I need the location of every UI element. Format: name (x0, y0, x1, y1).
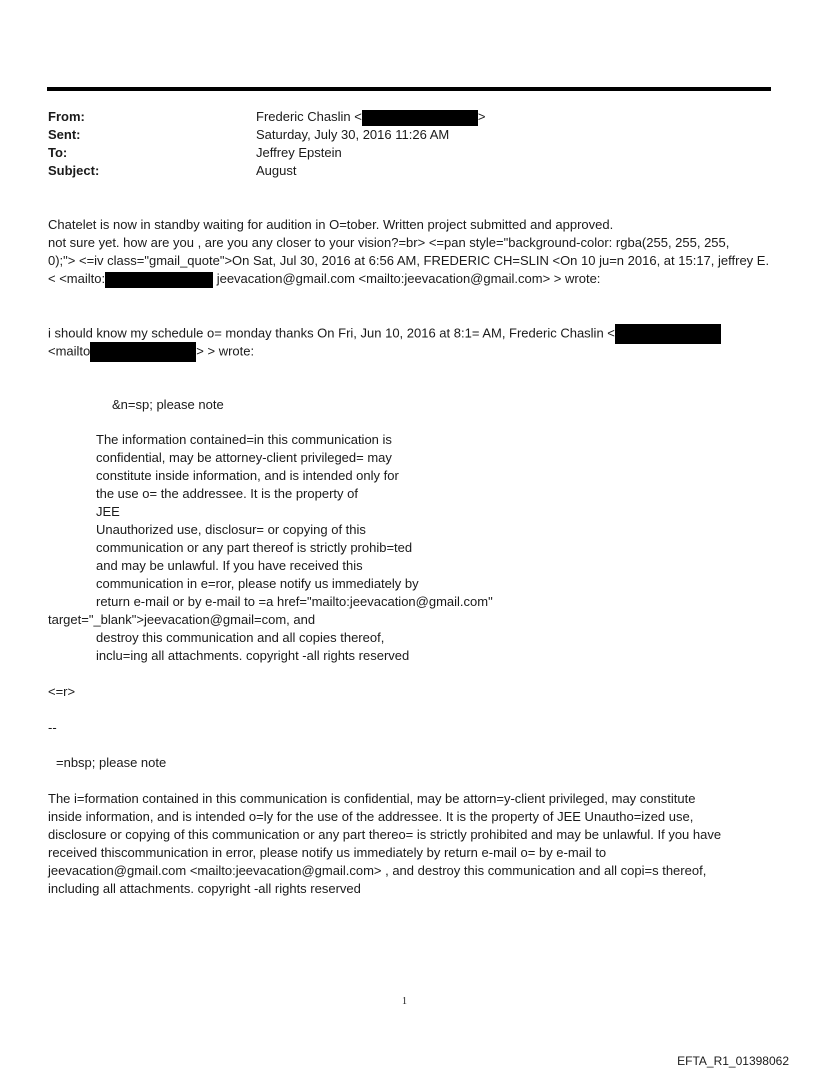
please-note-1: &n=sp; please note (112, 397, 224, 412)
from-value (256, 108, 485, 126)
quote-line-11: target="_blank">jeevacation@gmail=com, and (48, 612, 316, 627)
wrote-text: > > wrote: (196, 343, 255, 359)
sent-value: Saturday, July 30, 2016 11:26 AM (256, 127, 450, 142)
please-note-2: =nbsp; please note (56, 755, 167, 770)
from-end: > (477, 109, 486, 124)
quote-line-13: inclu=ing all attachments. copyright -all rights reserved (96, 648, 410, 663)
quote-line-1: The information contained=in this communication is (96, 432, 392, 447)
disclaimer-line-6: including all attachments. copyright -all rights reserved (48, 881, 361, 896)
redaction-box (362, 110, 478, 126)
page-number: 1 (402, 996, 407, 1007)
quote-line-6: Unauthorized use, disclosur= or copying of this (96, 522, 366, 537)
body-line-6 (48, 342, 254, 362)
mailto-suffix: jeevacation@gmail.com <mailto:jeevacation@gmail.com> > wrote: (213, 271, 601, 286)
body-line-2: not sure yet. how are you , are you any closer to your vision?=br> <=pan style="background-color: rgba(255, 255, 255, (48, 235, 730, 250)
quote-line-8: and may be unlawful. If you have received this (96, 558, 363, 573)
redaction-box (105, 272, 213, 288)
body-line-1: Chatelet is now in standby waiting for audition in O=tober. Written project submitted and approved. (48, 217, 614, 232)
subject-value: August (256, 163, 297, 178)
from-label: From: (48, 109, 85, 124)
quote-line-4: the use o= the addressee. It is the property of (96, 486, 358, 501)
quote-line-5: JEE (96, 504, 120, 519)
signature-dash: -- (48, 720, 57, 735)
disclaimer-line-5: jeevacation@gmail.com <mailto:jeevacation@gmail.com> , and destroy this communication and all copi=s thereof, (48, 863, 707, 878)
from-name: Frederic Chaslin < (256, 109, 362, 124)
disclaimer-line-1: The i=formation contained in this communication is confidential, may be attorn=y-client privileged, may constitute (48, 791, 696, 806)
disclaimer-line-3: disclosure or copying of this communication or any part thereo= is strictly prohibited and may be unlawful. If you have (48, 827, 722, 842)
to-value: Jeffrey Epstein (256, 145, 342, 160)
disclaimer-line-2: inside information, and is intended o=ly for the use of the addressee. It is the property of JEE Unautho=ized use, (48, 809, 694, 824)
quote-line-10: return e-mail or by e-mail to =a href="mailto:jeevacation@gmail.com" (96, 594, 493, 609)
quote-line-9: communication in e=ror, please notify us immediately by (96, 576, 419, 591)
redaction-box (90, 342, 196, 362)
to-label: To: (48, 145, 68, 160)
document-id: EFTA_R1_01398062 (677, 1054, 789, 1068)
header-rule (47, 87, 771, 91)
mailto-prefix: < <mailto: (48, 271, 106, 286)
subject-label: Subject: (48, 163, 100, 178)
body-line-4 (48, 270, 600, 288)
quote-line-2: confidential, may be attorney-client privileged= may (96, 450, 392, 465)
br-tag: <=r> (48, 684, 76, 699)
disclaimer-line-4: received thiscommunication in error, please notify us immediately by return e-mail o= by e-mail to (48, 845, 607, 860)
mailto-prefix-2: <mailto (48, 343, 91, 359)
body-line-5 (48, 324, 721, 344)
redaction-box (615, 324, 721, 344)
sent-label: Sent: (48, 127, 81, 142)
body-line-3: 0);"> <=iv class="gmail_quote">On Sat, Jul 30, 2016 at 6:56 AM, FREDERIC CH=SLIN <On 10 ju=n 2016, at 15:17, jeffrey E. (48, 253, 770, 268)
quote-line-7: communication or any part thereof is strictly prohib=ted (96, 540, 413, 555)
schedule-text: i should know my schedule o= monday thanks On Fri, Jun 10, 2016 at 8:1= AM, Frederic Chaslin < (48, 325, 615, 341)
quote-line-3: constitute inside information, and is intended only for (96, 468, 399, 483)
quote-line-12: destroy this communication and all copies thereof, (96, 630, 385, 645)
